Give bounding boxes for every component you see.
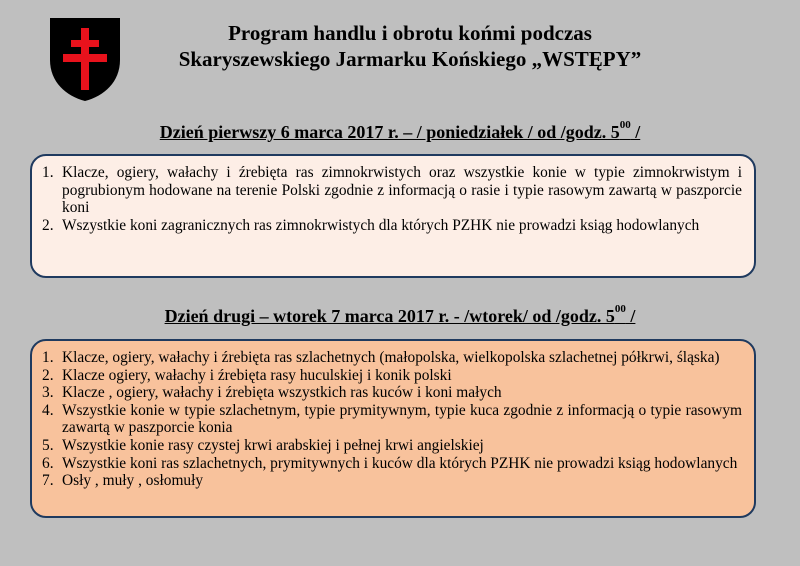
list-item-text: Klacze, ogiery, wałachy i źrebięta ras szlachetnych (małopolska, wielkopolska szlachetnej półkrwi, śląska) xyxy=(62,349,720,366)
day2-heading-sup: 00 xyxy=(614,303,626,315)
list-item-number: 5. xyxy=(42,436,54,454)
day1-heading xyxy=(0,119,800,143)
list-item xyxy=(42,217,742,235)
day1-heading-text: Dzień pierwszy 6 marca 2017 r. – / poniedziałek / od /godz. 5 xyxy=(159,122,620,142)
list-item xyxy=(42,349,742,367)
list-item-text: Wszystkie koni ras szlachetnych, prymitywnych i kuców dla których PZHK nie prowadzi ksiąg hodowlanych xyxy=(62,454,738,472)
list-item-text: Klacze, ogiery, wałachy i źrebięta ras zimnokrwistych oraz wszystkie konie w typie zimnokrwistym i pogrubionym hodowane na terenie Polski zgodnie z informacją o rasie i typie rasowym zawartą w paszporcie koni xyxy=(62,164,742,217)
title-line-1: Program handlu i obrotu końmi podczas xyxy=(228,21,592,45)
list-item-number: 2. xyxy=(42,366,54,384)
list-item-text: Wszystkie koni zagranicznych ras zimnokrwistych dla których PZHK nie prowadzi ksiąg hodowlanych xyxy=(62,216,700,234)
list-item-text: Klacze ogiery, wałachy i źrebięta rasy huculskiej i konik polski xyxy=(62,366,452,384)
day1-list-box xyxy=(30,154,756,278)
day1-list xyxy=(42,164,742,234)
list-item xyxy=(42,437,742,455)
list-item xyxy=(42,384,742,402)
list-item-text: Klacze , ogiery, wałachy i źrebięta wszystkich ras kuców i koni małych xyxy=(62,384,502,402)
day2-heading-text: Dzień drugi – wtorek 7 marca 2017 r. - /wtorek/ od /godz. 5 xyxy=(164,306,615,326)
page-title xyxy=(140,20,680,72)
day2-heading xyxy=(0,303,800,327)
list-item-number: 4. xyxy=(42,401,54,419)
list-item xyxy=(42,472,742,490)
list-item-number: 1. xyxy=(42,164,54,181)
day2-list xyxy=(42,349,742,490)
day1-heading-end: / xyxy=(630,122,641,142)
shield-double-cross-icon xyxy=(48,16,122,102)
day2-heading-end: / xyxy=(625,306,636,326)
list-item xyxy=(42,164,742,217)
list-item-number: 3. xyxy=(42,384,54,402)
list-item-number: 7. xyxy=(42,472,54,490)
title-line-2: Skaryszewskiego Jarmarku Końskiego „WSTĘPY” xyxy=(178,47,642,71)
list-item xyxy=(42,455,742,473)
list-item-number: 2. xyxy=(42,216,54,234)
day2-list-box xyxy=(30,339,756,518)
list-item-text: Osły , muły , osłomuły xyxy=(62,472,204,490)
list-item-number: 6. xyxy=(42,454,54,472)
list-item xyxy=(42,367,742,385)
list-item xyxy=(42,402,742,437)
list-item-number: 1. xyxy=(42,349,54,366)
list-item-text: Wszystkie konie rasy czystej krwi arabskiej i pełnej krwi angielskiej xyxy=(62,436,484,454)
day1-heading-sup: 00 xyxy=(619,119,631,131)
list-item-text: Wszystkie konie w typie szlachetnym, typie prymitywnym, typie kuca zgodnie z informacją o typie rasowym zawartą w paszporcie konia xyxy=(62,401,742,437)
